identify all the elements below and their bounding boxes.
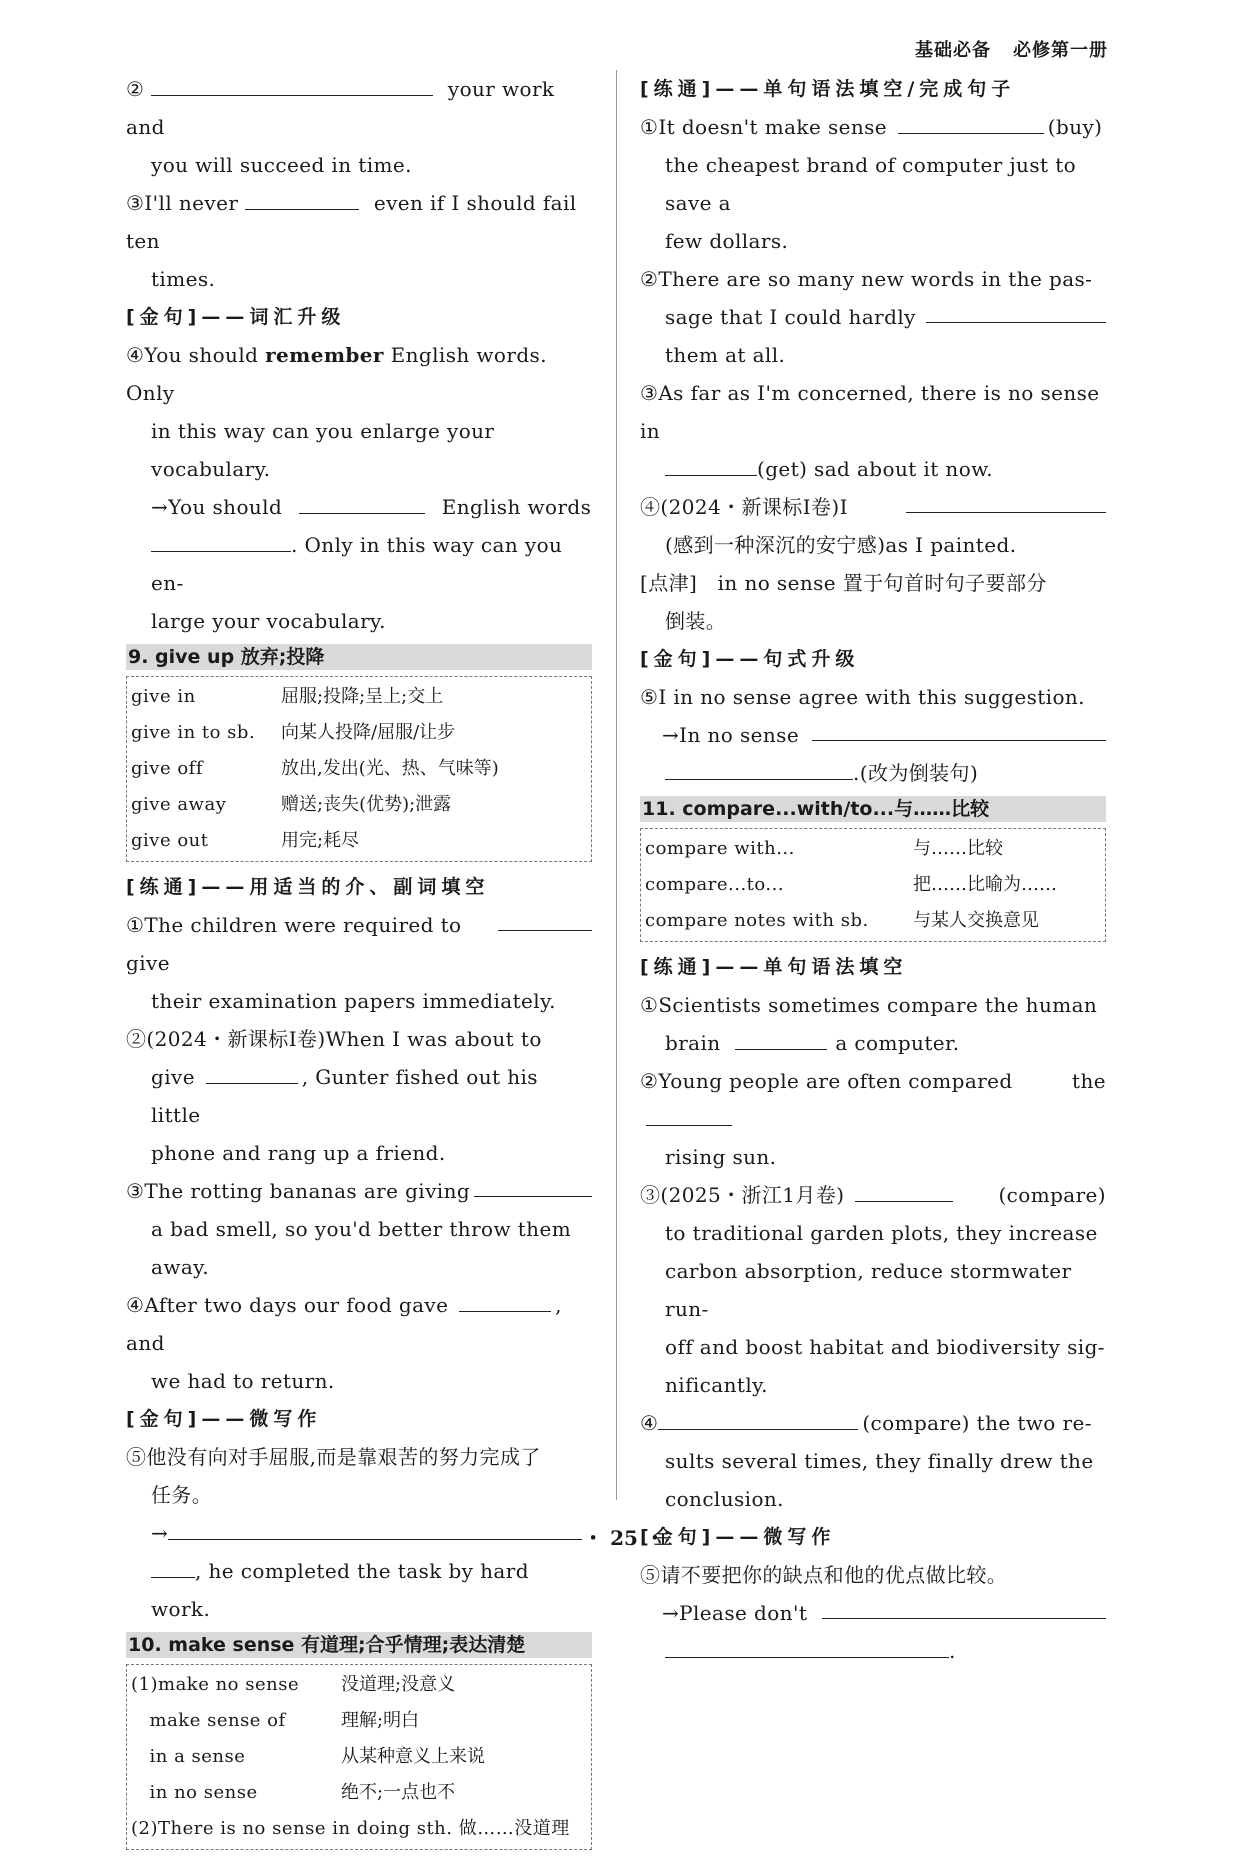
exercise-line [640,1176,1106,1214]
meaning: 用完;耗尽 [281,830,360,851]
exercise-text: English words. Only [126,343,547,405]
arrow-icon: → [151,1521,169,1545]
exercise-text: nificantly. [665,1373,768,1397]
section-tag: [练通]——单句语法填空/完成句子 [640,78,1016,100]
answer-blank[interactable] [151,1553,195,1578]
exercise-text: your work and [126,77,555,139]
exercise-text: to traditional garden plots, they increase [665,1221,1098,1245]
exercise-text: brain [665,1031,721,1055]
exercise-text: ④After two days our food gave [126,1293,449,1317]
phrase-row [131,1739,587,1775]
exercise-text: few dollars. [665,229,789,253]
exercise-text: the [1072,1069,1106,1093]
answer-blank[interactable] [206,1059,298,1084]
exercise-text: →Please don't [662,1601,808,1625]
exercise-text: ①Scientists sometimes compare the human [640,993,1098,1017]
exercise-text: ②Young people are often compared [640,1069,1013,1093]
exercise-line [126,488,592,526]
phrase-row [131,1667,587,1703]
exercise-text: carbon absorption, reduce stormwater run- [665,1259,1072,1321]
exercise-line [126,526,592,602]
exercise-line [126,1172,592,1210]
exercise-text: ②(2024・新课标Ⅰ卷)When I was about to [126,1027,542,1051]
exercise-text: you will succeed in time. [151,153,412,177]
header-book: 基础必备 [915,40,991,61]
exercise-line [126,336,592,412]
exercise-text: ①The children were required to give [126,913,462,975]
phrase: (1)make no sense [131,1674,300,1695]
meaning: 屈服;投降;呈上;交上 [281,686,444,707]
exercise-text: ⑤I in no sense agree with this suggestion. [640,685,1085,709]
exercise-text: ④(2024・新课标Ⅰ卷)I [640,495,848,519]
exercise-text: rising sun. [665,1145,777,1169]
exercise-text: a bad smell, so you'd better throw them [151,1217,572,1241]
exercise-line [640,1404,1106,1442]
phrase-row [645,831,1101,867]
exercise-text: (get) sad about it now. [757,457,994,481]
exercise-text: even if I should fail ten [126,191,577,253]
exercise-text: .(改为倒装句) [853,761,979,785]
exercise-text: English words [441,495,592,519]
phrase: in no sense [131,1782,258,1803]
writing-prompt: 任务。 [151,1483,213,1507]
answer-blank[interactable] [665,1633,949,1658]
right-column [640,70,1106,1670]
exercise-line [640,754,1106,792]
phrase: make sense of [131,1710,286,1731]
exercise-text: →In no sense [662,723,800,747]
phrase-row [131,751,587,787]
phrase: (2)There is no sense in doing sth. 做……没道理 [131,1818,570,1839]
meaning: 没道理;没意义 [341,1674,456,1695]
tip-note: 倒装。 [665,609,727,633]
exercise-text: sage that I could hardly [665,305,916,329]
exercise-text: ②There are so many new words in the pas- [640,267,1093,291]
phrase: give away [131,794,227,815]
exercise-text: them at all. [665,343,786,367]
phrase-box [126,1664,592,1850]
section-tag: [金句]——词汇升级 [126,306,346,328]
section-tag: [金句]——句式升级 [640,648,860,670]
writing-prompt: ⑤他没有向对手屈服,而是靠艰苦的努力完成了 [126,1445,541,1469]
exercise-text: . [949,1639,956,1663]
exercise-text: away. [151,1255,209,1279]
keyword: remember [265,343,384,367]
exercise-text: in this way can you enlarge your vocabulary. [151,419,495,481]
answer-blank[interactable] [906,488,1106,513]
phrase-row [131,1811,587,1847]
exercise-text: , he completed the task by hard work. [151,1559,529,1621]
meaning: 理解;明白 [341,1710,420,1731]
meaning: 与某人交换意见 [913,910,1039,931]
phrase: in a sense [131,1746,246,1767]
phrase: give in to sb. [131,722,256,743]
exercise-line [640,1632,1106,1670]
exercise-line [126,1058,592,1134]
exercise-text: →You should [151,495,283,519]
exercise-line [640,1594,1106,1632]
exercise-text: we had to return. [151,1369,335,1393]
exercise-text: a computer. [835,1031,960,1055]
answer-blank[interactable] [459,1287,551,1312]
exercise-line [126,1286,592,1362]
answer-blank[interactable] [855,1177,953,1202]
section-heading: 9. give up 放弃;投降 [126,644,592,670]
exercise-text: conclusion. [665,1487,784,1511]
phrase-row [645,903,1101,939]
exercise-line [640,108,1106,146]
exercise-line [640,488,1106,526]
section-tag: [金句]——微写作 [126,1408,322,1430]
answer-blank[interactable] [151,71,433,96]
phrase-row [645,867,1101,903]
exercise-text: ③The rotting bananas are giving [126,1179,471,1203]
exercise-line [126,906,592,982]
item-number: ② [126,77,145,101]
answer-blank[interactable] [735,1025,827,1050]
phrase-row [131,1703,587,1739]
exercise-text: (感到一种深沉的安宁感)as I painted. [665,533,1017,557]
exercise-text: phone and rang up a friend. [151,1141,446,1165]
meaning: 赠送;丧失(优势);泄露 [281,794,452,815]
exercise-line [640,450,1106,488]
exercise-line [126,1552,592,1628]
exercise-line [640,1024,1106,1062]
running-header [893,36,1108,62]
phrase: give out [131,830,209,851]
answer-blank[interactable] [474,1172,592,1197]
answer-blank[interactable] [498,906,592,931]
exercise-line [640,1062,1106,1138]
exercise-text: (compare) the two re- [862,1411,1092,1435]
exercise-line [126,70,592,146]
header-volume: 必修第一册 [1013,40,1108,61]
exercise-text: ③(2025・浙江1月卷) [640,1183,845,1207]
answer-blank[interactable] [665,451,757,476]
phrase: give in [131,686,196,707]
exercise-text: times. [151,267,216,291]
section-heading: 11. compare...with/to...与……比较 [640,796,1106,822]
answer-blank[interactable] [926,298,1106,323]
left-column [126,70,592,1856]
answer-blank[interactable] [245,185,359,210]
exercise-text: , and [126,1293,562,1355]
section-heading: 10. make sense 有道理;合乎情理;表达清楚 [126,1632,592,1658]
exercise-text: , Gunter fished out his little [151,1065,538,1127]
answer-blank[interactable] [898,109,1044,134]
exercise-text: ③As far as I'm concerned, there is no sense in [640,381,1100,443]
phrase: compare notes with sb. [645,910,869,931]
exercise-text: sults several times, they finally drew the [665,1449,1094,1473]
answer-blank[interactable] [822,1594,1106,1619]
exercise-text: . Only in this way can you en- [151,533,563,595]
answer-blank[interactable] [665,755,853,780]
exercise-line [126,184,592,260]
column-divider [616,70,617,1500]
answer-blank[interactable] [299,489,425,514]
page-number: ・ 25 ・ [583,1526,665,1550]
exercise-line [640,716,1106,754]
exercise-text: ④ [640,1411,659,1435]
tip-note: [点津] in no sense 置于句首时句子要部分 [640,571,1047,595]
answer-blank[interactable] [151,527,291,552]
phrase: compare with... [645,838,795,859]
exercise-text: (compare) [998,1183,1106,1207]
meaning: 放出,发出(光、热、气味等) [281,758,499,779]
answer-blank[interactable] [646,1101,732,1126]
phrase-row [131,787,587,823]
exercise-text: (buy) [1047,115,1103,139]
phrase-row [131,715,587,751]
phrase-row [131,679,587,715]
phrase-row [131,1775,587,1811]
answer-blank[interactable] [658,1405,858,1430]
exercise-text: off and boost habitat and biodiversity sig- [665,1335,1105,1359]
phrase: compare...to... [645,874,785,895]
exercise-text: ③I'll never [126,191,239,215]
phrase: give off [131,758,203,779]
meaning: 向某人投降/屈服/让步 [281,722,456,743]
section-tag: [金句]——微写作 [640,1526,836,1548]
exercise-line [640,298,1106,336]
phrase-row [131,823,587,859]
writing-prompt: ⑤请不要把你的缺点和他的优点做比较。 [640,1563,1008,1587]
meaning: 与……比较 [913,838,1003,859]
meaning: 绝不;一点也不 [341,1782,456,1803]
phrase-box [126,676,592,862]
section-tag: [练通]——用适当的介、副词填空 [126,876,490,898]
exercise-text: give [151,1065,195,1089]
exercise-text: the cheapest brand of computer just to save a [665,153,1077,215]
section-tag: [练通]——单句语法填空 [640,956,908,978]
exercise-text: their examination papers immediately. [151,989,556,1013]
exercise-text: ①It doesn't make sense [640,115,888,139]
phrase-box [640,828,1106,942]
answer-blank[interactable] [812,716,1106,741]
exercise-text: ④You should [126,343,266,367]
meaning: 从某种意义上来说 [341,1746,485,1767]
meaning: 把……比喻为…… [913,874,1057,895]
exercise-text: large your vocabulary. [151,609,386,633]
